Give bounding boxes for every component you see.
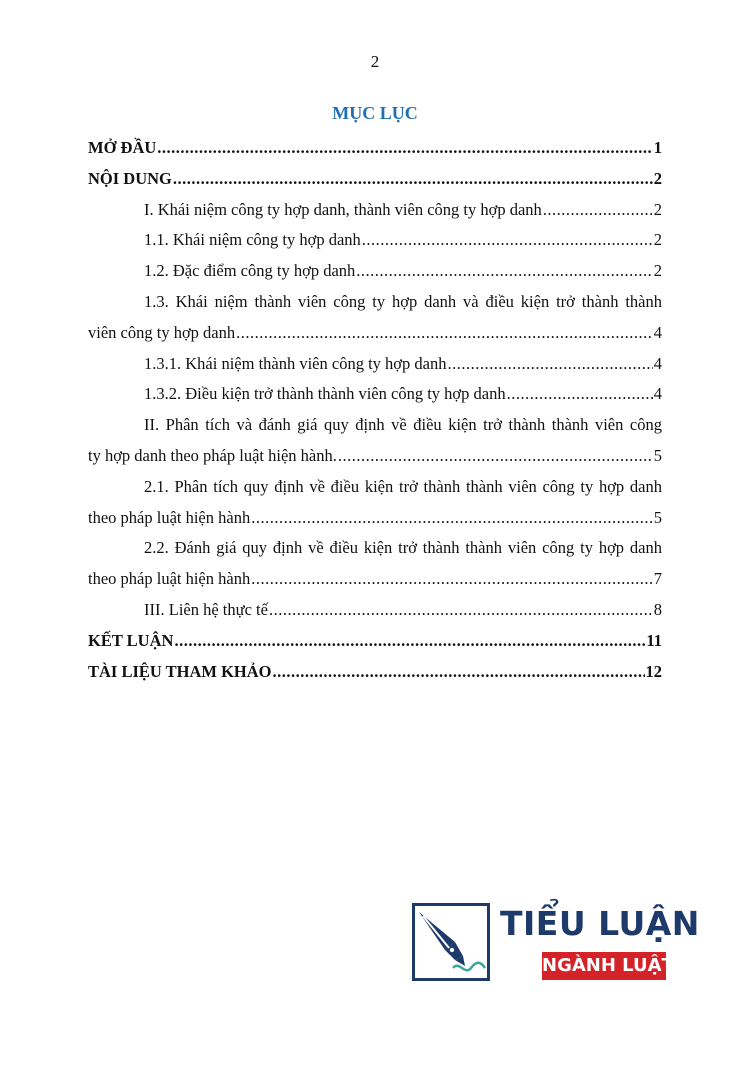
toc-entry-page: 11 (646, 630, 662, 650)
toc-entry-first-line[interactable]: 2.2. Đánh giá quy định về điều kiện trở thành thành viên công ty hợp danh (144, 538, 662, 558)
page-number: 2 (370, 52, 380, 71)
toc-entry-page: 5 (653, 445, 662, 465)
toc-entry[interactable] (88, 164, 662, 195)
toc-entry-label: 1.2. Đặc điểm công ty hợp danh (144, 261, 356, 281)
toc-entry-page: 5 (653, 507, 662, 527)
dot-leader (174, 626, 645, 657)
toc-entry[interactable] (88, 133, 662, 164)
toc-entry[interactable] (88, 657, 662, 688)
toc-entry-page: 2 (653, 199, 662, 219)
toc-entry-page: 7 (653, 569, 662, 589)
toc-entry[interactable] (88, 256, 662, 287)
toc-entry-label: NỘI DUNG (88, 168, 172, 188)
dot-leader (236, 318, 653, 349)
toc-entry-page: 1 (653, 138, 662, 157)
table-of-contents (88, 133, 662, 687)
dot-leader (273, 657, 645, 688)
toc-entry-page: 8 (653, 599, 662, 619)
toc-entry-label: III. Liên hệ thực tế (144, 599, 268, 619)
toc-entry-label: 1.3.2. Điều kiện trở thành thành viên công ty hợp danh (144, 384, 506, 404)
toc-entry[interactable] (88, 195, 662, 226)
toc-entry-page: 2 (653, 168, 662, 188)
dot-leader (157, 133, 652, 164)
toc-entry[interactable] (88, 564, 662, 595)
toc-title: MỤC LỤC (332, 103, 418, 123)
toc-entry[interactable] (88, 626, 662, 657)
logo-subtitle: NGÀNH LUẬT (542, 952, 666, 980)
toc-entry[interactable] (88, 379, 662, 410)
toc-entry-label: I. Khái niệm công ty hợp danh, thành viên công ty hợp danh (144, 199, 542, 219)
toc-entry-label: MỞ ĐẦU (88, 138, 157, 157)
dot-leader (338, 441, 653, 472)
toc-entry-page: 4 (653, 322, 662, 342)
toc-entry-label: KẾT LUẬN (88, 630, 174, 650)
toc-entry-page: 2 (653, 230, 662, 250)
toc-entry-page: 12 (645, 661, 662, 681)
toc-entry-label: 1.3.1. Khái niệm thành viên công ty hợp danh (144, 353, 447, 373)
toc-entry-label: ty hợp danh theo pháp luật hiện hành. (88, 445, 337, 465)
toc-entry-label: viên công ty hợp danh (88, 322, 236, 342)
dot-leader (269, 595, 653, 626)
toc-entry-label: theo pháp luật hiện hành (88, 569, 251, 589)
toc-entry[interactable] (88, 225, 662, 256)
dot-leader (507, 379, 653, 410)
toc-entry[interactable] (88, 349, 662, 380)
toc-entry[interactable] (88, 441, 662, 472)
dot-leader (362, 225, 653, 256)
dot-leader (356, 256, 652, 287)
dot-leader (447, 349, 652, 380)
toc-entry-page: 2 (653, 261, 662, 281)
toc-entry-first-line[interactable]: 2.1. Phân tích quy định về điều kiện trở thành thành viên công ty hợp danh (144, 476, 662, 496)
dot-leader (251, 564, 653, 595)
toc-entry-page: 4 (653, 384, 662, 404)
pen-nib-icon (412, 903, 490, 981)
brand-logo (412, 900, 700, 984)
toc-entry-page: 4 (653, 353, 662, 373)
toc-entry[interactable] (88, 595, 662, 626)
toc-entry-label: theo pháp luật hiện hành (88, 507, 251, 527)
toc-entry[interactable] (88, 318, 662, 349)
dot-leader (543, 195, 653, 226)
toc-entry-first-line[interactable]: 1.3. Khái niệm thành viên công ty hợp danh và điều kiện trở thành thành (144, 291, 662, 311)
toc-entry-first-line[interactable]: II. Phân tích và đánh giá quy định về điều kiện trở thành thành viên công (144, 415, 662, 435)
dot-leader (173, 164, 653, 195)
toc-entry-label: TÀI LIỆU THAM KHẢO (88, 661, 272, 681)
toc-entry-label: 1.1. Khái niệm công ty hợp danh (144, 230, 361, 250)
dot-leader (251, 503, 653, 534)
logo-title: TIỂU LUẬN (500, 904, 700, 943)
toc-entry[interactable] (88, 503, 662, 534)
